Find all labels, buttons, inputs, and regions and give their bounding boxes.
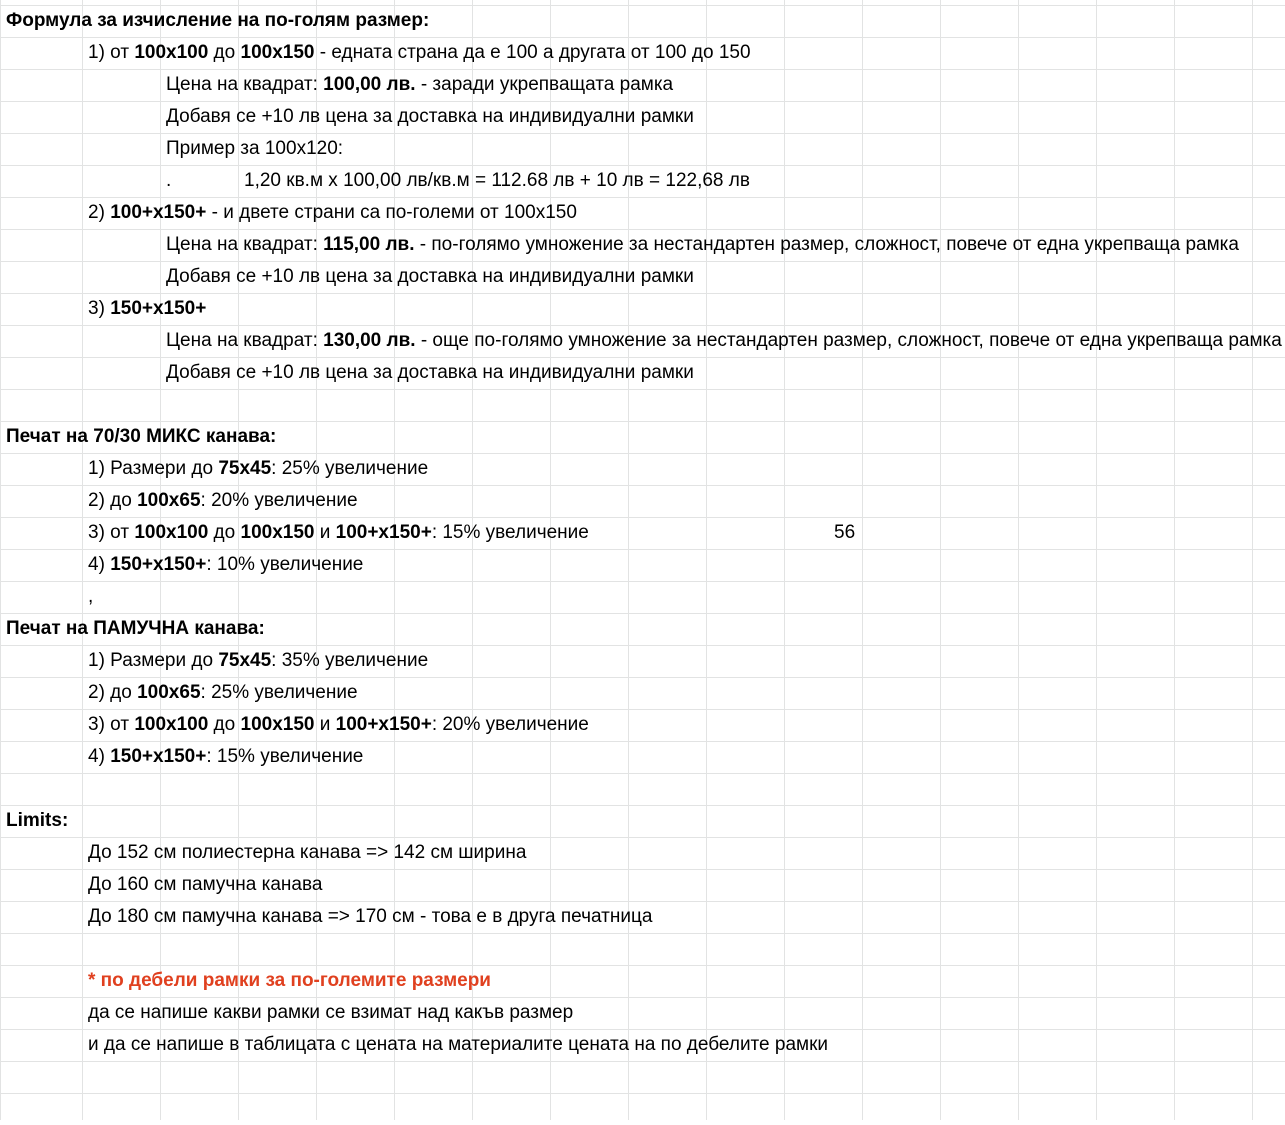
bold-text-run: 100+x150+ bbox=[335, 522, 432, 543]
cell-text[interactable] bbox=[166, 133, 343, 165]
text-run: 2) до bbox=[88, 490, 138, 511]
cell-text[interactable] bbox=[166, 229, 1239, 261]
sheet-row[interactable] bbox=[0, 901, 1285, 933]
text-run: : 15% увеличение bbox=[431, 522, 589, 543]
cell-text[interactable] bbox=[88, 581, 93, 613]
bold-text-run: Limits: bbox=[6, 810, 69, 831]
sheet-row[interactable] bbox=[0, 549, 1285, 581]
text-run: : 10% увеличение bbox=[206, 554, 364, 575]
sheet-row[interactable] bbox=[0, 325, 1285, 357]
cell-text[interactable] bbox=[88, 485, 358, 517]
text-run: и bbox=[314, 714, 336, 735]
bold-text-run: Печат на 70/30 МИКС канава: bbox=[6, 426, 277, 447]
sheet-row[interactable] bbox=[0, 677, 1285, 709]
bold-text-run: 150+x150+ bbox=[110, 298, 207, 319]
bold-text-run: 100x100 bbox=[134, 522, 209, 543]
text-run: - едната страна да е 100 а другата от 100 до 150 bbox=[314, 42, 751, 63]
sheet-row[interactable] bbox=[0, 645, 1285, 677]
cell-text[interactable] bbox=[166, 261, 694, 293]
cell-text[interactable] bbox=[88, 869, 322, 901]
cell-text[interactable] bbox=[6, 805, 68, 837]
text-run: До 160 см памучна канава bbox=[88, 874, 323, 895]
sheet-row[interactable] bbox=[0, 1029, 1285, 1061]
cell-text[interactable] bbox=[166, 69, 673, 101]
bold-text-run: Формула за изчисление на по-голям размер: bbox=[6, 10, 430, 31]
bold-text-run: 100,00 лв. bbox=[323, 74, 416, 95]
text-run: , bbox=[88, 586, 94, 607]
bold-text-run: 150+x150+ bbox=[110, 746, 207, 767]
text-run: до bbox=[208, 42, 241, 63]
sheet-row[interactable] bbox=[0, 1061, 1285, 1093]
bold-text-run: 100x150 bbox=[240, 714, 315, 735]
text-run: 3) от bbox=[88, 522, 135, 543]
sheet-row[interactable] bbox=[0, 421, 1285, 453]
bold-text-run: 100+x150+ bbox=[110, 202, 207, 223]
text-run: : 35% увеличение bbox=[271, 650, 429, 671]
sheet-row[interactable] bbox=[0, 357, 1285, 389]
sheet-row[interactable] bbox=[0, 613, 1285, 645]
sheet-row[interactable] bbox=[0, 165, 1285, 197]
text-run: Пример за 100x120: bbox=[166, 138, 344, 159]
text-run: До 180 см памучна канава => 170 см - това е в друга печатница bbox=[88, 906, 653, 927]
sheet-row[interactable] bbox=[0, 133, 1285, 165]
cell-text[interactable] bbox=[88, 901, 652, 933]
bold-text-run: 100x65 bbox=[137, 682, 201, 703]
bold-text-run: 100x65 bbox=[137, 490, 201, 511]
cell-text[interactable] bbox=[6, 421, 276, 453]
text-run: : 25% увеличение bbox=[271, 458, 429, 479]
cell-text[interactable] bbox=[166, 325, 1282, 357]
text-run: . bbox=[166, 170, 172, 191]
text-run: Цена на квадрат: bbox=[166, 234, 324, 255]
cell-text[interactable] bbox=[88, 549, 363, 581]
cell-text[interactable] bbox=[88, 645, 428, 677]
text-run: - по-голямо умножение за нестандартен размер, сложност, повече от една укрепваща рамка bbox=[414, 234, 1239, 255]
bold-text-run: 100x150 bbox=[240, 522, 315, 543]
cell-text[interactable] bbox=[88, 517, 589, 549]
sheet-row[interactable] bbox=[0, 101, 1285, 133]
sheet-row[interactable] bbox=[0, 261, 1285, 293]
text-run: да се напише какви рамки се взимат над какъв размер bbox=[88, 1002, 574, 1023]
text-run: и bbox=[314, 522, 336, 543]
cell-text[interactable] bbox=[88, 1029, 828, 1061]
sheet-row[interactable] bbox=[0, 805, 1285, 837]
sheet-row[interactable] bbox=[0, 37, 1285, 69]
text-run: : 20% увеличение bbox=[200, 490, 358, 511]
sheet-row[interactable] bbox=[0, 773, 1285, 805]
bold-text-run: 115,00 лв. bbox=[323, 234, 415, 255]
bold-text-run: 130,00 лв. bbox=[323, 330, 416, 351]
cell-text[interactable] bbox=[6, 613, 265, 645]
cell-text[interactable]: 56 bbox=[834, 522, 856, 543]
text-run: - и двете страни са по-големи от 100x150 bbox=[206, 202, 577, 223]
sheet-row[interactable] bbox=[0, 869, 1285, 901]
bold-text-run: 100x150 bbox=[240, 42, 315, 63]
text-run: Добавя се +10 лв цена за доставка на индивидуални рамки bbox=[166, 362, 694, 383]
text-run: 2) bbox=[88, 202, 111, 223]
text-run: Цена на квадрат: bbox=[166, 330, 324, 351]
sheet-row[interactable] bbox=[0, 965, 1285, 997]
sheet-row[interactable] bbox=[0, 197, 1285, 229]
text-run: : 15% увеличение bbox=[206, 746, 364, 767]
sheet-row[interactable] bbox=[0, 709, 1285, 741]
cell-text[interactable] bbox=[88, 837, 526, 869]
text-run: : 25% увеличение bbox=[200, 682, 358, 703]
sheet-row[interactable] bbox=[0, 997, 1285, 1029]
text-run: 3) от bbox=[88, 714, 135, 735]
cell-text[interactable] bbox=[88, 965, 491, 997]
sheet-row[interactable] bbox=[0, 1093, 1285, 1125]
cell-text[interactable] bbox=[88, 197, 577, 229]
cell-text[interactable] bbox=[166, 165, 171, 197]
text-run: 2) до bbox=[88, 682, 138, 703]
text-run: 4) bbox=[88, 746, 111, 767]
cell-text[interactable] bbox=[88, 741, 363, 773]
text-run: до bbox=[208, 522, 241, 543]
highlight-text-run: * по дебели рамки за по-големите размери bbox=[88, 970, 491, 991]
sheet-row[interactable] bbox=[0, 389, 1285, 421]
text-run: - заради укрепващата рамка bbox=[415, 74, 674, 95]
bold-text-run: 100x100 bbox=[134, 42, 209, 63]
sheet-row[interactable] bbox=[0, 5, 1285, 37]
cell-text[interactable] bbox=[166, 101, 694, 133]
sheet-row[interactable] bbox=[0, 229, 1285, 261]
cell-text[interactable] bbox=[88, 709, 589, 741]
text-run: До 152 см полиестерна канава => 142 см ширина bbox=[88, 842, 527, 863]
cell-text[interactable] bbox=[88, 997, 573, 1029]
bold-text-run: 75x45 bbox=[218, 650, 272, 671]
text-run: 1) от bbox=[88, 42, 135, 63]
cell-text[interactable] bbox=[88, 293, 206, 325]
text-run: - още по-голямо умножение за нестандартен размер, сложност, повече от една укрепваща рамка bbox=[415, 330, 1282, 351]
sheet-row[interactable] bbox=[0, 453, 1285, 485]
text-run: 1) Размери до bbox=[88, 458, 219, 479]
text-run: : 20% увеличение bbox=[431, 714, 589, 735]
cell-text[interactable] bbox=[88, 677, 358, 709]
text-run: Цена на квадрат: bbox=[166, 74, 324, 95]
text-run: 4) bbox=[88, 554, 111, 575]
bold-text-run: 100+x150+ bbox=[335, 714, 432, 735]
text-run: и да се напише в таблицата с цената на материалите цената на по дебелите рамки bbox=[88, 1034, 829, 1055]
sheet-row[interactable] bbox=[0, 485, 1285, 517]
sheet-row[interactable] bbox=[0, 293, 1285, 325]
sheet-row[interactable] bbox=[0, 837, 1285, 869]
sheet-row[interactable] bbox=[0, 741, 1285, 773]
text-run: 1) Размери до bbox=[88, 650, 219, 671]
bold-text-run: Печат на ПАМУЧНА канава: bbox=[6, 618, 265, 639]
bold-text-run: 100x100 bbox=[134, 714, 209, 735]
cell-text[interactable] bbox=[166, 357, 694, 389]
sheet-row[interactable] bbox=[0, 517, 1285, 549]
cell-text[interactable] bbox=[6, 5, 429, 37]
bold-text-run: 150+x150+ bbox=[110, 554, 207, 575]
cell-text[interactable] bbox=[88, 37, 751, 69]
cell-text[interactable]: 1,20 кв.м x 100,00 лв/кв.м = 112.68 лв + 10 лв = 122,68 лв bbox=[244, 170, 750, 191]
text-run: Добавя се +10 лв цена за доставка на индивидуални рамки bbox=[166, 266, 694, 287]
bold-text-run: 75x45 bbox=[218, 458, 272, 479]
sheet-row[interactable] bbox=[0, 581, 1285, 613]
text-run: Добавя се +10 лв цена за доставка на индивидуални рамки bbox=[166, 106, 694, 127]
sheet-row[interactable] bbox=[0, 933, 1285, 965]
text-run: 3) bbox=[88, 298, 111, 319]
sheet-row[interactable] bbox=[0, 69, 1285, 101]
text-run: до bbox=[208, 714, 241, 735]
cell-text[interactable] bbox=[88, 453, 428, 485]
